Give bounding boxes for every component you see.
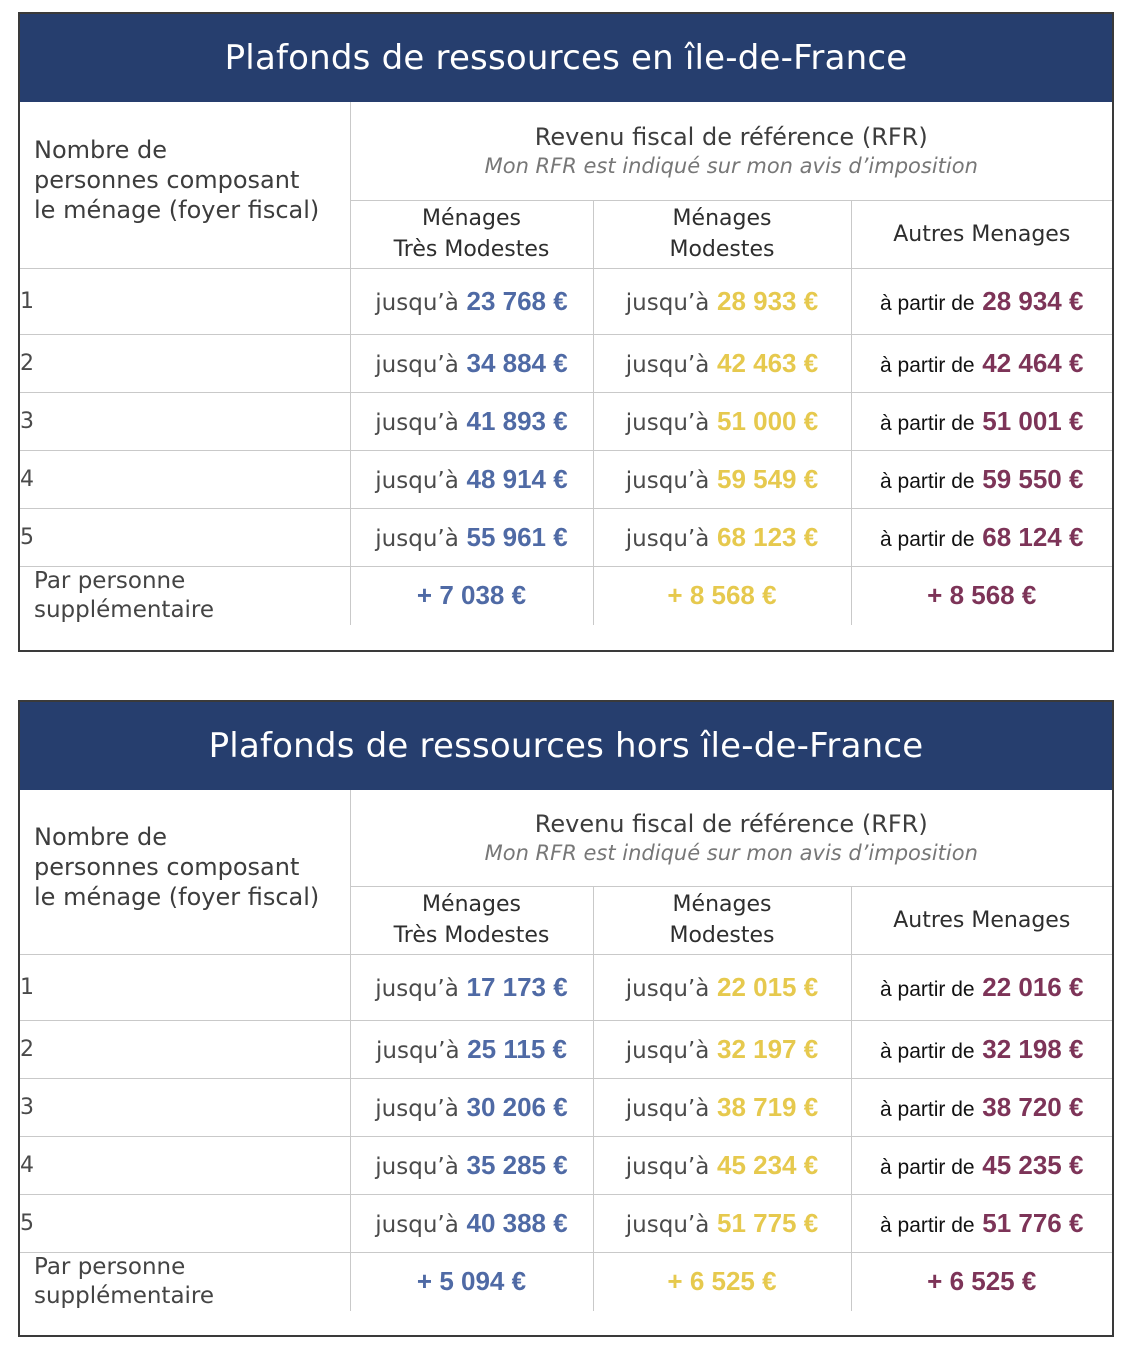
- cell-modestes: jusqu’à 51 775 €: [593, 1194, 851, 1252]
- cell-tres-modestes: jusqu’à 17 173 €: [350, 954, 593, 1020]
- cell-tres-modestes: jusqu’à 41 893 €: [350, 392, 593, 450]
- table-hors-ile-de-france: [18, 700, 1114, 1337]
- household-size: 5: [20, 1194, 350, 1252]
- cell-modestes: jusqu’à 59 549 €: [593, 450, 851, 508]
- cell-autres: à partir de 51 776 €: [851, 1194, 1112, 1252]
- cell-modestes: jusqu’à 68 123 €: [593, 508, 851, 566]
- cell-autres: à partir de 59 550 €: [851, 450, 1112, 508]
- extra-modestes: + 8 568 €: [593, 566, 851, 625]
- table-row: [20, 1194, 1112, 1252]
- table-row: [20, 392, 1112, 450]
- household-header-line: Nombre de: [34, 135, 167, 164]
- extra-person-label: Par personne supplémentaire: [20, 1252, 350, 1311]
- cell-tres-modestes: jusqu’à 40 388 €: [350, 1194, 593, 1252]
- cell-autres: à partir de 51 001 €: [851, 392, 1112, 450]
- rfr-header: [350, 790, 1112, 886]
- rfr-subtitle: Mon RFR est indiqué sur mon avis d’imposition: [484, 153, 978, 178]
- extra-tres-modestes: + 7 038 €: [350, 566, 593, 625]
- thresholds-grid: [20, 790, 1112, 1311]
- household-header-line: personnes composant: [34, 165, 300, 194]
- extra-autres: + 6 525 €: [851, 1252, 1112, 1311]
- rfr-subtitle: Mon RFR est indiqué sur mon avis d’imposition: [484, 840, 978, 865]
- category-modestes: Ménages Modestes: [593, 886, 851, 954]
- extra-tres-modestes: + 5 094 €: [350, 1252, 593, 1311]
- table-row: [20, 268, 1112, 334]
- household-header-line: personnes composant: [34, 852, 300, 881]
- household-size: 4: [20, 1136, 350, 1194]
- rfr-title: Revenu fiscal de référence (RFR): [534, 809, 928, 838]
- table-row-extra-person: [20, 566, 1112, 625]
- table-row: [20, 1020, 1112, 1078]
- cell-modestes: jusqu’à 42 463 €: [593, 334, 851, 392]
- table-row: [20, 450, 1112, 508]
- cell-tres-modestes: jusqu’à 35 285 €: [350, 1136, 593, 1194]
- cell-autres: à partir de 68 124 €: [851, 508, 1112, 566]
- cell-autres: à partir de 32 198 €: [851, 1020, 1112, 1078]
- cell-autres: à partir de 42 464 €: [851, 334, 1112, 392]
- household-size: 2: [20, 1020, 350, 1078]
- cell-modestes: jusqu’à 38 719 €: [593, 1078, 851, 1136]
- household-header-line: le ménage (foyer fiscal): [34, 195, 320, 224]
- household-size: 4: [20, 450, 350, 508]
- thresholds-grid: [20, 102, 1112, 625]
- table-row-extra-person: [20, 1252, 1112, 1311]
- table-row: [20, 954, 1112, 1020]
- category-tres-modestes: Ménages Très Modestes: [350, 200, 593, 268]
- household-size: 2: [20, 334, 350, 392]
- household-header: [20, 102, 350, 268]
- household-header-line: le ménage (foyer fiscal): [34, 882, 320, 911]
- cell-autres: à partir de 22 016 €: [851, 954, 1112, 1020]
- cell-modestes: jusqu’à 32 197 €: [593, 1020, 851, 1078]
- rfr-header: [350, 102, 1112, 200]
- category-modestes: Ménages Modestes: [593, 200, 851, 268]
- cell-tres-modestes: jusqu’à 34 884 €: [350, 334, 593, 392]
- cell-tres-modestes: jusqu’à 30 206 €: [350, 1078, 593, 1136]
- table-title: Plafonds de ressources hors île-de-France: [20, 702, 1112, 790]
- household-size: 3: [20, 1078, 350, 1136]
- cell-tres-modestes: jusqu’à 48 914 €: [350, 450, 593, 508]
- household-header-line: Nombre de: [34, 822, 167, 851]
- cell-tres-modestes: jusqu’à 23 768 €: [350, 268, 593, 334]
- cell-modestes: jusqu’à 28 933 €: [593, 268, 851, 334]
- table-row: [20, 334, 1112, 392]
- category-autres: Autres Menages: [851, 886, 1112, 954]
- table-ile-de-france: [18, 12, 1114, 652]
- rfr-title: Revenu fiscal de référence (RFR): [534, 122, 928, 151]
- extra-person-label: Par personne supplémentaire: [20, 566, 350, 625]
- cell-tres-modestes: jusqu’à 55 961 €: [350, 508, 593, 566]
- extra-autres: + 8 568 €: [851, 566, 1112, 625]
- cell-modestes: jusqu’à 22 015 €: [593, 954, 851, 1020]
- category-tres-modestes: Ménages Très Modestes: [350, 886, 593, 954]
- cell-autres: à partir de 45 235 €: [851, 1136, 1112, 1194]
- table-title: Plafonds de ressources en île-de-France: [20, 14, 1112, 102]
- household-size: 5: [20, 508, 350, 566]
- cell-modestes: jusqu’à 45 234 €: [593, 1136, 851, 1194]
- household-size: 1: [20, 268, 350, 334]
- category-autres: Autres Menages: [851, 200, 1112, 268]
- table-row: [20, 1078, 1112, 1136]
- household-size: 3: [20, 392, 350, 450]
- cell-autres: à partir de 28 934 €: [851, 268, 1112, 334]
- household-header: [20, 790, 350, 954]
- table-row: [20, 508, 1112, 566]
- extra-modestes: + 6 525 €: [593, 1252, 851, 1311]
- cell-modestes: jusqu’à 51 000 €: [593, 392, 851, 450]
- household-size: 1: [20, 954, 350, 1020]
- table-row: [20, 1136, 1112, 1194]
- cell-autres: à partir de 38 720 €: [851, 1078, 1112, 1136]
- cell-tres-modestes: jusqu’à 25 115 €: [350, 1020, 593, 1078]
